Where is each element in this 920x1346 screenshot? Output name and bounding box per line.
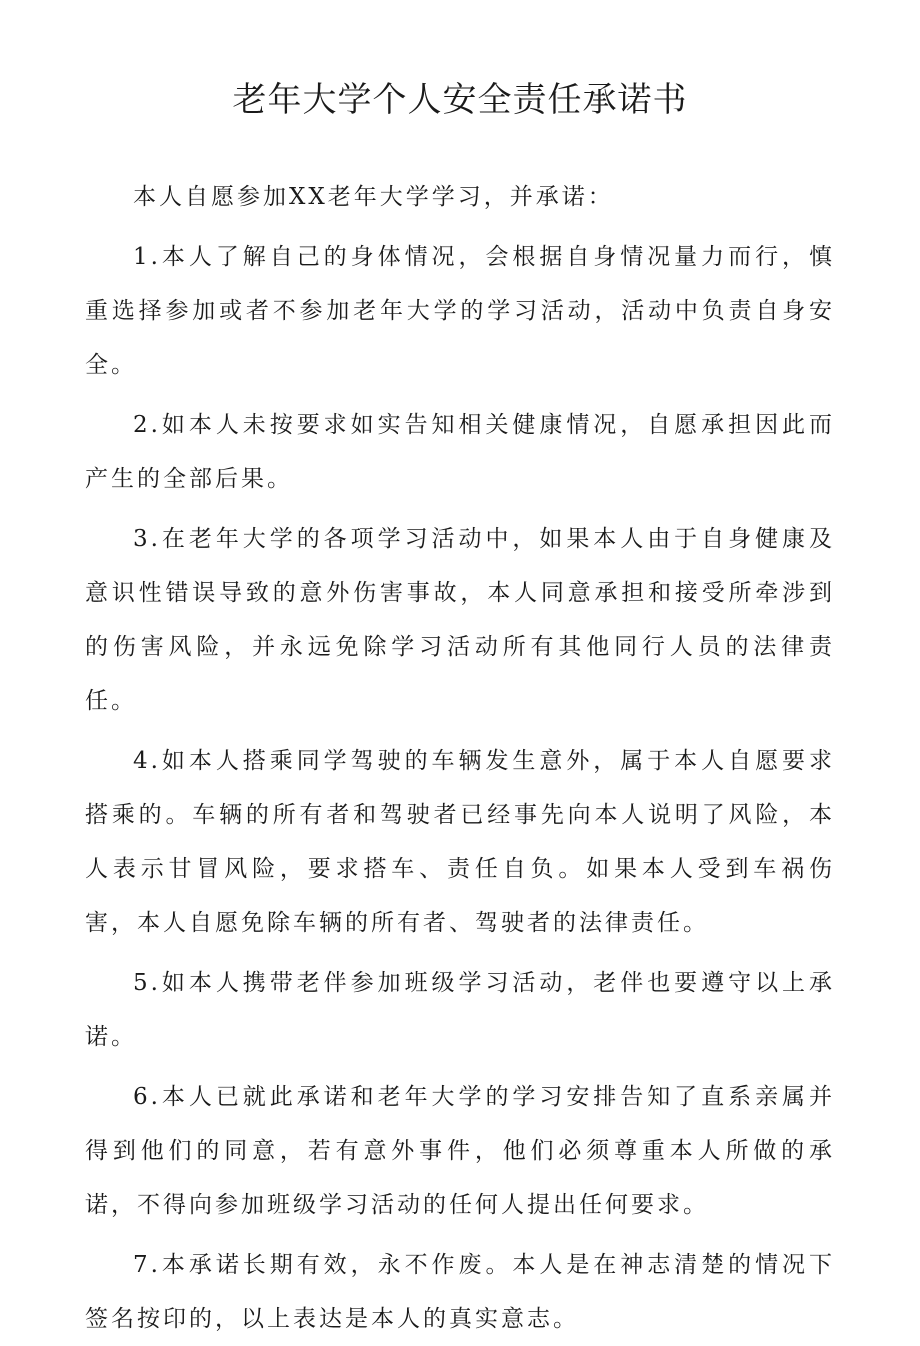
- clause-2: 2.如本人未按要求如实告知相关健康情况，自愿承担因此而产生的全部后果。: [85, 412, 835, 492]
- clause-3: 3.在老年大学的各项学习活动中，如果本人由于自身健康及意识性错误导致的意外伤害事故，本人同意承担和接受所牵涉到的伤害风险，并永远免除学习活动所有其他同行人员的法律责任。: [85, 526, 835, 714]
- intro-paragraph: 本人自愿参加XX老年大学学习，并承诺：: [133, 184, 614, 210]
- document-title: 老年大学个人安全责任承诺书: [232, 80, 688, 120]
- clause-4: 4.如本人搭乘同学驾驶的车辆发生意外，属于本人自愿要求搭乘的。车辆的所有者和驾驶者已经事先向本人说明了风险，本人表示甘冒风险，要求搭车、责任自负。如果本人受到车祸伤害，本人自愿免除车辆的所有者、驾驶者的法律责任。: [85, 748, 835, 936]
- clause-6: 6.本人已就此承诺和老年大学的学习安排告知了直系亲属并得到他们的同意，若有意外事件，他们必须尊重本人所做的承诺，不得向参加班级学习活动的任何人提出任何要求。: [85, 1084, 835, 1218]
- document-body: [85, 170, 835, 1346]
- clause-1: 1.本人了解自己的身体情况，会根据自身情况量力而行，慎重选择参加或者不参加老年大学的学习活动，活动中负责自身安全。: [85, 244, 835, 378]
- clause-5: 5.如本人携带老伴参加班级学习活动，老伴也要遵守以上承诺。: [85, 970, 835, 1050]
- clause-7: 7.本承诺长期有效，永不作废。本人是在神志清楚的情况下签名按印的，以上表达是本人的真实意志。: [85, 1252, 835, 1332]
